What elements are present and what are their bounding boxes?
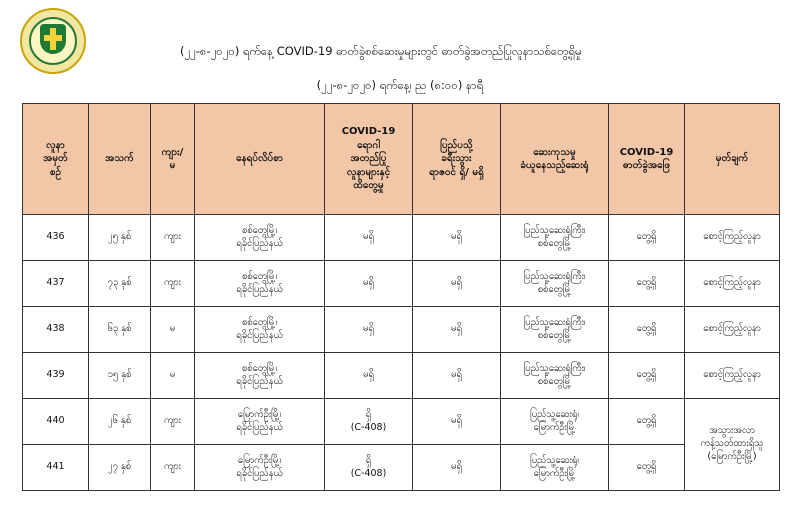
test-result-cell: တွေ့ရှိ bbox=[609, 215, 685, 261]
test-result-cell: တွေ့ရှိ bbox=[609, 445, 685, 491]
contact-cell-line: မရှိ bbox=[363, 277, 374, 289]
sex-cell: မ bbox=[151, 307, 195, 353]
remark-cell-merged bbox=[685, 399, 780, 491]
age-cell: ၁၅ နှစ် bbox=[89, 353, 151, 399]
table-row bbox=[23, 215, 780, 261]
column-header-line: ကျား/ bbox=[161, 146, 184, 158]
address-cell bbox=[195, 261, 325, 307]
hospital-cell-line: ပြည်သူ့ဆေးရုံကြီး၊ bbox=[523, 270, 586, 282]
hospital-cell-line: စစ်တွေမြို့ bbox=[537, 375, 572, 387]
address-cell bbox=[195, 307, 325, 353]
age-cell: ၇၃ နှစ် bbox=[89, 261, 151, 307]
hospital-cell bbox=[501, 445, 609, 491]
column-header-line: ရောဂါ bbox=[357, 139, 380, 151]
address-cell-line: စစ်တွေမြို့၊ bbox=[241, 224, 278, 236]
hospital-cell-line: ပြည်သူ့ဆေးရုံကြီး၊ bbox=[523, 362, 586, 374]
column-header-line: ဓာတ်ခွဲအဖြေ bbox=[622, 160, 671, 171]
age-cell: ၆၃ နှစ် bbox=[89, 307, 151, 353]
table-row bbox=[23, 445, 780, 491]
travel-history-cell: မရှိ bbox=[413, 399, 501, 445]
contact-cell-line: (C-408) bbox=[350, 467, 387, 479]
table-row bbox=[23, 353, 780, 399]
column-header-line: ပြည်ပသို့ bbox=[440, 139, 473, 151]
travel-history-cell: မရှိ bbox=[413, 215, 501, 261]
remark-cell: စောင့်ကြည့်လူနာ bbox=[685, 353, 780, 399]
column-header-line: လူနာများနှင့် bbox=[346, 166, 391, 178]
address-cell-line: ရခိုင်ပြည်နယ် bbox=[236, 237, 283, 249]
case-number-cell: 439 bbox=[23, 353, 89, 399]
case-number-cell: 436 bbox=[23, 215, 89, 261]
table-row bbox=[23, 307, 780, 353]
address-cell bbox=[195, 445, 325, 491]
column-header bbox=[413, 104, 501, 215]
contact-cell-line: (C-408) bbox=[350, 421, 387, 433]
remark-cell: စောင့်ကြည့်လူနာ bbox=[685, 307, 780, 353]
sex-cell: ကျား bbox=[151, 261, 195, 307]
hospital-cell-line: ပြည်သူ့ဆေးရုံ၊ bbox=[530, 454, 579, 466]
column-header bbox=[151, 104, 195, 215]
address-cell-line: ရခိုင်ပြည်နယ် bbox=[236, 421, 283, 433]
column-header bbox=[89, 104, 151, 215]
contact-cell bbox=[325, 399, 413, 445]
hospital-cell-line: စစ်တွေမြို့ bbox=[537, 237, 572, 249]
address-cell bbox=[195, 353, 325, 399]
travel-history-cell: မရှိ bbox=[413, 307, 501, 353]
travel-history-cell: မရှိ bbox=[413, 261, 501, 307]
hospital-cell bbox=[501, 353, 609, 399]
hospital-cell-line: မြောက်ဦးမြို့ bbox=[533, 421, 576, 433]
address-cell-line: စစ်တွေမြို့၊ bbox=[241, 270, 278, 282]
hospital-cell bbox=[501, 307, 609, 353]
test-result-cell: တွေ့ရှိ bbox=[609, 353, 685, 399]
remark-cell-merged-line: (မြောက်ဦးမြို့) bbox=[707, 450, 757, 462]
column-header-line: အသက် bbox=[105, 153, 134, 165]
case-number-cell: 437 bbox=[23, 261, 89, 307]
contact-cell-line: ရှိ bbox=[365, 454, 372, 466]
column-header-line: မှတ်ချက် bbox=[715, 153, 749, 165]
address-cell-line: မြောက်ဦးမြို့၊ bbox=[237, 454, 282, 466]
contact-cell bbox=[325, 445, 413, 491]
ministry-logo-icon bbox=[20, 8, 86, 74]
address-cell bbox=[195, 215, 325, 261]
column-header-line: ခံယူနေသည့်ဆေးရုံ bbox=[520, 160, 589, 171]
column-header-line: ရာဇဝင် ရှိ/ မရှိ bbox=[429, 166, 484, 178]
remark-cell: စောင့်ကြည့်လူနာ bbox=[685, 215, 780, 261]
test-result-cell: တွေ့ရှိ bbox=[609, 307, 685, 353]
column-header bbox=[23, 104, 89, 215]
remark-cell-merged-line: ကန့်သတ်ထားရှိသူ bbox=[700, 438, 764, 450]
column-header bbox=[609, 104, 685, 215]
column-header-line: အတည်ပြု bbox=[350, 153, 387, 165]
address-cell-line: စစ်တွေမြို့၊ bbox=[241, 362, 278, 374]
remark-cell: စောင့်ကြည့်လူနာ bbox=[685, 261, 780, 307]
sex-cell: ကျား bbox=[151, 445, 195, 491]
contact-cell bbox=[325, 215, 413, 261]
page-subtitle: (၂၂-၈-၂၀၂၀) ရက်နေ့၊ ည (၈:၀၀) နာရီ bbox=[316, 78, 484, 92]
hospital-cell-line: ပြည်သူ့ဆေးရုံ၊ bbox=[530, 408, 579, 420]
column-header bbox=[325, 104, 413, 215]
table-header-row bbox=[23, 104, 780, 215]
test-result-cell: တွေ့ရှိ bbox=[609, 261, 685, 307]
hospital-cell-line: စစ်တွေမြို့ bbox=[537, 283, 572, 295]
contact-cell-line: ရှိ bbox=[365, 408, 372, 420]
hospital-cell bbox=[501, 399, 609, 445]
travel-history-cell: မရှိ bbox=[413, 353, 501, 399]
age-cell: ၂၆ နှစ် bbox=[89, 399, 151, 445]
address-cell bbox=[195, 399, 325, 445]
column-header-line: ထိတွေ့မှု bbox=[353, 180, 384, 192]
table-row bbox=[23, 261, 780, 307]
page-title: (၂၂-၈-၂၀၂၀) ရက်နေ့ COVID-19 ဓာတ်ခွဲစစ်ဆေးမှုများတွင် ဓာတ်ခွဲအတည်ပြုလူနာသစ်တွေ့ရှိမှု bbox=[180, 44, 582, 58]
address-cell-line: ရခိုင်ပြည်နယ် bbox=[236, 283, 283, 295]
sex-cell: ကျား bbox=[151, 215, 195, 261]
sex-cell: မ bbox=[151, 353, 195, 399]
table-row bbox=[23, 399, 780, 445]
address-cell-line: မြောက်ဦးမြို့၊ bbox=[237, 408, 282, 420]
contact-cell bbox=[325, 261, 413, 307]
address-cell-line: ရခိုင်ပြည်နယ် bbox=[236, 467, 283, 479]
test-result-cell: တွေ့ရှိ bbox=[609, 399, 685, 445]
column-header-line: နေရပ်လိပ်စာ bbox=[236, 153, 283, 165]
case-number-cell: 438 bbox=[23, 307, 89, 353]
hospital-cell bbox=[501, 261, 609, 307]
column-header-line: လူနာ bbox=[46, 139, 65, 151]
column-header-line: ဆေးကုသမှု bbox=[533, 146, 576, 158]
contact-cell bbox=[325, 353, 413, 399]
column-header-line: အမှတ် bbox=[43, 153, 68, 165]
column-header-line: မ bbox=[169, 160, 176, 171]
address-cell-line: ရခိုင်ပြည်နယ် bbox=[236, 329, 283, 341]
sex-cell: ကျား bbox=[151, 399, 195, 445]
column-header-line: COVID-19 bbox=[619, 146, 674, 158]
column-header bbox=[501, 104, 609, 215]
column-header-line: ခရီးသွား bbox=[441, 153, 472, 165]
hospital-cell-line: စစ်တွေမြို့ bbox=[537, 329, 572, 341]
column-header-line: စဉ် bbox=[49, 166, 62, 178]
contact-cell-line: မရှိ bbox=[363, 323, 374, 335]
remark-cell-merged-line: အသွားအလာ bbox=[709, 425, 755, 437]
address-cell-line: ရခိုင်ပြည်နယ် bbox=[236, 375, 283, 387]
travel-history-cell: မရှိ bbox=[413, 445, 501, 491]
contact-cell-line: မရှိ bbox=[363, 231, 374, 243]
case-number-cell: 441 bbox=[23, 445, 89, 491]
hospital-cell bbox=[501, 215, 609, 261]
cases-table bbox=[22, 103, 780, 491]
column-header bbox=[685, 104, 780, 215]
address-cell-line: စစ်တွေမြို့၊ bbox=[241, 316, 278, 328]
age-cell: ၂၅ နှစ် bbox=[89, 215, 151, 261]
column-header-line: COVID-19 bbox=[341, 126, 396, 138]
hospital-cell-line: ပြည်သူ့ဆေးရုံကြီး၊ bbox=[523, 224, 586, 236]
hospital-cell-line: မြောက်ဦးမြို့ bbox=[533, 467, 576, 479]
case-number-cell: 440 bbox=[23, 399, 89, 445]
hospital-cell-line: ပြည်သူ့ဆေးရုံကြီး၊ bbox=[523, 316, 586, 328]
contact-cell bbox=[325, 307, 413, 353]
age-cell: ၂၇ နှစ် bbox=[89, 445, 151, 491]
column-header bbox=[195, 104, 325, 215]
contact-cell-line: မရှိ bbox=[363, 369, 374, 381]
